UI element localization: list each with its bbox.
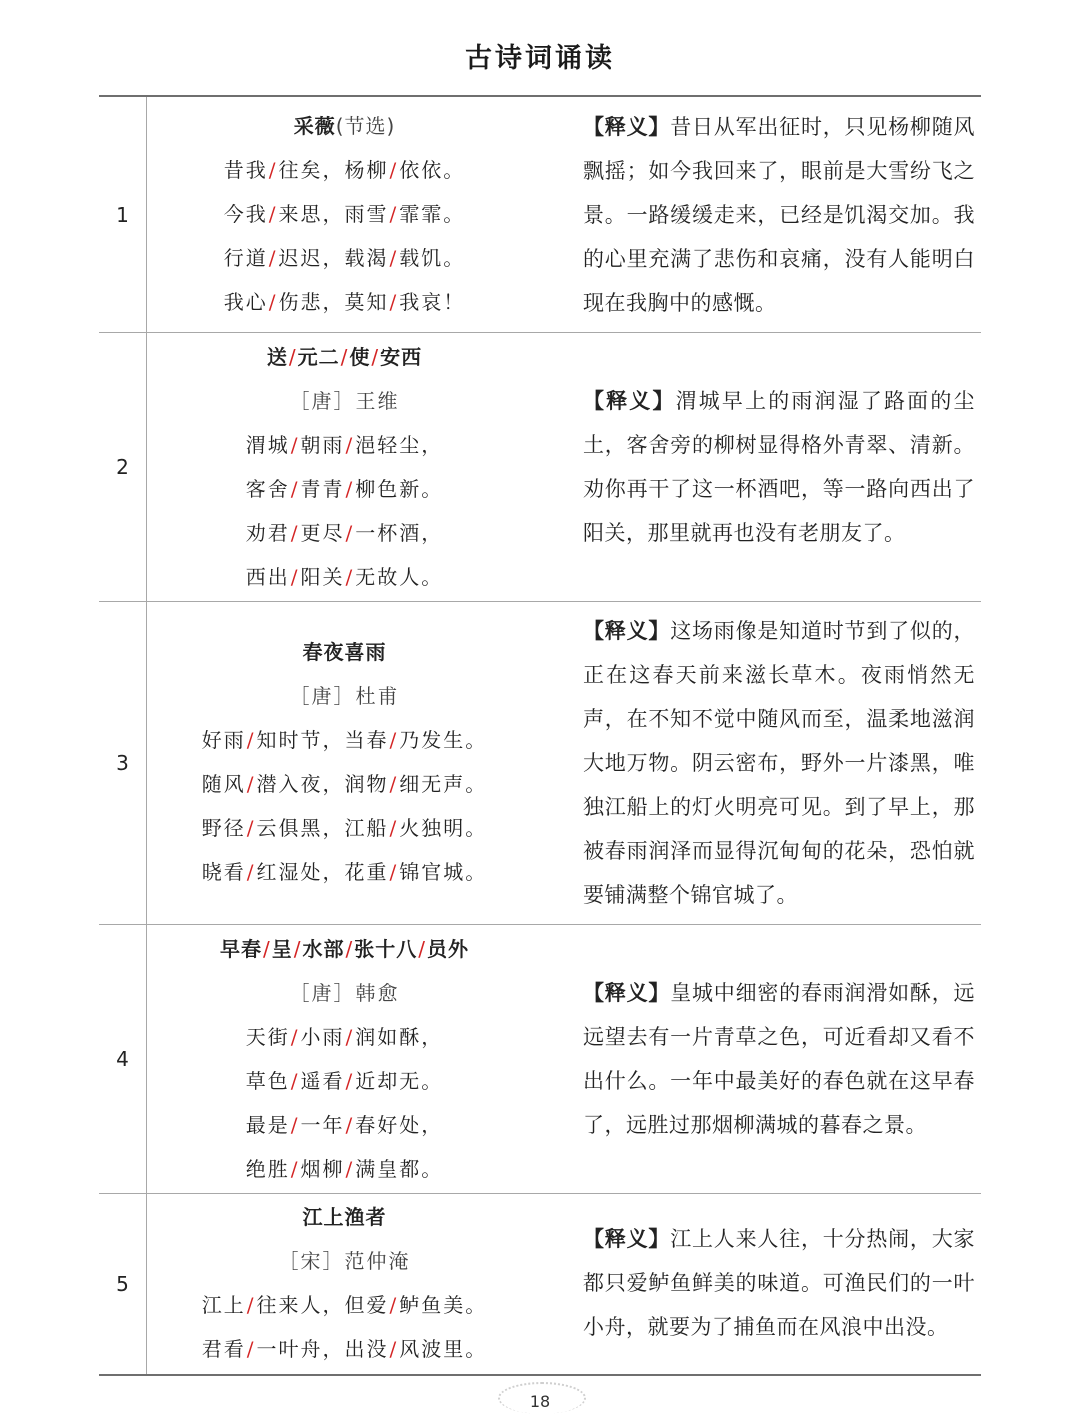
poem-line: 好雨/知时节，当春/乃发生。 (201, 728, 488, 752)
poem-line: 最是/一年/春好处， (245, 1113, 444, 1137)
poem-explanation: 【释义】这场雨像是知道时节到了似的，正在这春天前来滋长草木。夜雨悄然无声，在不知不觉中随风而至，温柔地滋润大地万物。阴云密布，野外一片漆黑，唯独江船上的灯火明亮可见。到了早上，那被春雨润泽而显得沉甸甸的花朵，恐怕就要铺满整个锦官城了。 (583, 619, 976, 907)
poem-line: 江上/往来人，但爱/鲈鱼美。 (201, 1293, 488, 1317)
explanation-label: 【释义】 (583, 115, 671, 139)
poem-title: 江上渔者 (302, 1205, 387, 1229)
poem-author: ［唐］王维 (289, 389, 400, 413)
poem-line: 随风/潜入夜，润物/细无声。 (201, 772, 488, 796)
row-number: 5 (99, 1194, 147, 1374)
table-row (99, 332, 981, 601)
poem-line: 晓看/红湿处，花重/锦官城。 (201, 860, 488, 884)
poem-text (147, 333, 542, 601)
poem-author: ［唐］杜甫 (289, 684, 400, 708)
poem-text (147, 925, 542, 1193)
poem-title: 春夜喜雨 (302, 640, 387, 664)
explanation-label: 【释义】 (583, 981, 671, 1005)
poem-title: 采薇(节选) (293, 114, 396, 138)
poem-line: 客舍/青青/柳色新。 (245, 477, 444, 501)
poem-line: 天街/小雨/润如酥， (245, 1025, 444, 1049)
explanation-label: 【释义】 (583, 619, 671, 643)
poem-text (147, 1194, 542, 1374)
poem-text (147, 97, 542, 332)
poem-explanation: 【释义】渭城早上的雨润湿了路面的尘土，客舍旁的柳树显得格外青翠、清新。劝你再干了这一杯酒吧，等一路向西出了阳关，那里就再也没有老朋友了。 (583, 389, 975, 545)
poem-line: 西出/阳关/无故人。 (245, 565, 444, 589)
poem-author: ［宋］范仲淹 (278, 1249, 411, 1273)
table-row (99, 97, 981, 332)
page-title: 古诗词诵读 (465, 43, 615, 74)
row-number: 1 (99, 97, 147, 332)
poem-line: 行道/迟迟，载渴/载饥。 (223, 246, 466, 270)
poem-title: 送/元二/使/安西 (266, 345, 423, 369)
poem-author: ［唐］韩愈 (289, 981, 400, 1005)
explanation-label: 【释义】 (583, 1227, 671, 1251)
row-number: 2 (99, 333, 147, 601)
poem-line: 渭城/朝雨/浥轻尘， (245, 433, 444, 457)
poem-title: 早春/呈/水部/张十八/员外 (220, 937, 469, 961)
table-row (99, 601, 981, 924)
poem-text (147, 602, 542, 924)
poem-line: 君看/一叶舟，出没/风波里。 (201, 1337, 488, 1361)
row-number: 3 (99, 602, 147, 924)
table-row (99, 924, 981, 1193)
poem-line: 草色/遥看/近却无。 (245, 1069, 444, 1093)
poem-line: 野径/云俱黑，江船/火独明。 (201, 816, 488, 840)
poem-explanation: 【释义】皇城中细密的春雨润滑如酥，远远望去有一片青草之色，可近看却又看不出什么。一年中最美好的春色就在这早春了，远胜过那烟柳满城的暮春之景。 (583, 981, 976, 1137)
poem-line: 昔我/往矣，杨柳/依依。 (223, 158, 466, 182)
poem-line: 我心/伤悲，莫知/我哀！ (223, 290, 466, 314)
poem-explanation: 【释义】昔日从军出征时，只见杨柳随风飘摇；如今我回来了，眼前是大雪纷飞之景。一路缓缓走来，已经是饥渴交加。我的心里充满了悲伤和哀痛，没有人能明白现在我胸中的感慨。 (583, 115, 976, 315)
poem-table (99, 95, 981, 1376)
row-number: 4 (99, 925, 147, 1193)
page-number: 18 (529, 1392, 551, 1411)
explanation-label: 【释义】 (583, 389, 676, 413)
poem-line: 绝胜/烟柳/满皇都。 (245, 1157, 444, 1181)
poem-explanation: 【释义】江上人来人往，十分热闹，大家都只爱鲈鱼鲜美的味道。可渔民们的一叶小舟，就要为了捕鱼而在风浪中出没。 (583, 1227, 976, 1339)
poem-line: 劝君/更尽/一杯酒， (245, 521, 444, 545)
table-row (99, 1193, 981, 1374)
poem-line: 今我/来思，雨雪/霏霏。 (223, 202, 466, 226)
